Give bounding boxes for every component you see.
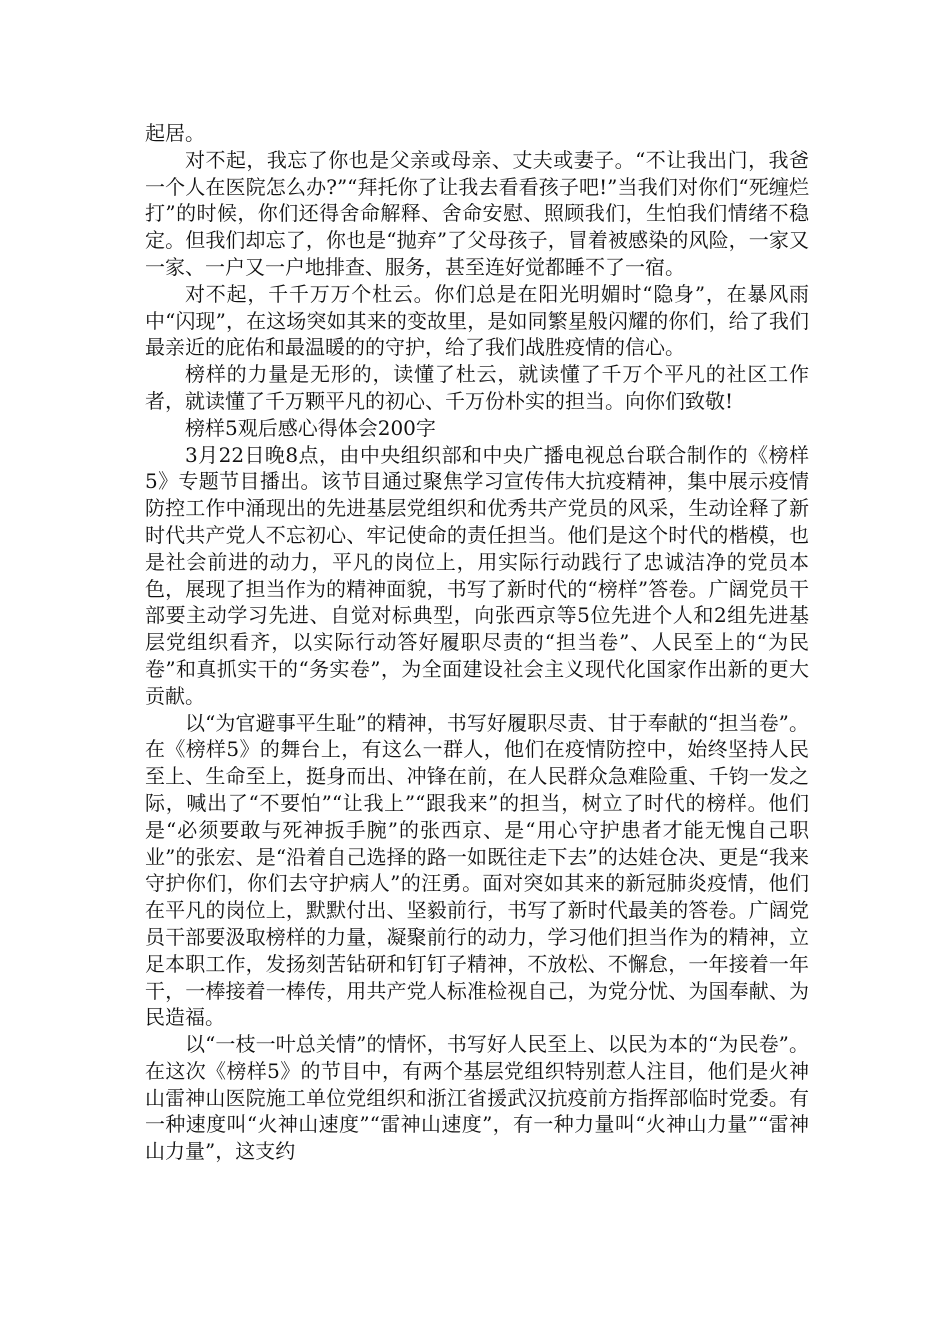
document-page [145,120,809,1165]
paragraph-people-first: 以“一枝一叶总关情”的情怀，书写好人民至上、以民为本的“为民卷”。在这次《榜样5》的节目中，有两个基层党组织特别惹人注目，他们是火神山雷神山医院施工单位党组织和浙江省援武汉抗疫前方指挥部临时党委。有一种速度叫“火神山速度”“雷神山速度”，有一种力量叫“火神山力量”“雷神山力量”，这支约 [145,1032,809,1164]
paragraph-continuation: 起居。 [145,121,205,145]
paragraph-apology-family: 对不起，我忘了你也是父亲或母亲、丈夫或妻子。“不让我出门，我爸一个人在医院怎么办?”“拜托你了让我去看看孩子吧!”当我们对你们“死缠烂打”的时候，你们还得舍命解释、舍命安慰、照顾我们，生怕我们情绪不稳定。但我们却忘了，你也是“抛弃”了父母孩子，冒着被感染的风险，一家又一家、一户又一户地排查、服务，甚至连好觉都睡不了一宿。 [145,147,809,279]
paragraph-program-intro: 3月22日晚8点，由中央组织部和中央广播电视总台联合制作的《榜样5》专题节目播出。该节目通过聚焦学习宣传伟大抗疫精神，集中展示疫情防控工作中涌现出的先进基层党组织和优秀共产党员的风采，生动诠释了新时代共产党人不忘初心、牢记使命的责任担当。他们是这个时代的楷模，也是社会前进的动力，平凡的岗位上，用实际行动践行了忠诚洁净的党员本色，展现了担当作为的精神面貌，书写了新时代的“榜样”答卷。广阔党员干部要主动学习先进、自觉对标典型，向张西京等5位先进个人和2组先进基层党组织看齐，以实际行动答好履职尽责的“担当卷”、人民至上的“为民卷”和真抓实干的“务实卷”，为全面建设社会主义现代化国家作出新的更大贡献。 [145,442,809,708]
paragraph-responsibility: 以“为官避事平生耻”的精神，书写好履职尽责、甘于奉献的“担当卷”。在《榜样5》的舞台上，有这么一群人，他们在疫情防控中，始终坚持人民至上、生命至上，挺身而出、冲锋在前，在人民群众急难险重、千钧一发之际，喊出了“不要怕”“让我上”“跟我来”的担当，树立了时代的榜样。他们是“必须要敢与死神扳手腕”的张西京、是“用心守护患者才能无愧自己职业”的张宏、是“沿着自己选择的路一如既往走下去”的达娃仓决、更是“我来守护你们，你们去守护病人”的汪勇。面对突如其来的新冠肺炎疫情，他们在平凡的岗位上，默默付出、坚毅前行，书写了新时代最美的答卷。广阔党员干部要汲取榜样的力量，凝聚前行的动力，学习他们担当作为的精神，立足本职工作，发扬刻苦钻研和钉钉子精神，不放松、不懈怠，一年接着一年干，一棒接着一棒传，用共产党人标准检视自己，为党分忧、为国奉献、为民造福。 [145,710,809,1030]
section-heading: 榜样5观后感心得体会200字 [185,415,436,440]
paragraph-apology-duyun: 对不起，千千万万个杜云。你们总是在阳光明媚时“隐身”，在暴风雨中“闪现”，在这场突如其来的变故里，是如同繁星般闪耀的你们，给了我们最亲近的庇佑和最温暖的的守护，给了我们战胜疫情的信心。 [145,281,809,360]
paragraph-role-model-power: 榜样的力量是无形的，读懂了杜云，就读懂了千万个平凡的社区工作者，就读懂了千万颗平凡的初心、千万份朴实的担当。向你们致敬! [145,362,809,413]
